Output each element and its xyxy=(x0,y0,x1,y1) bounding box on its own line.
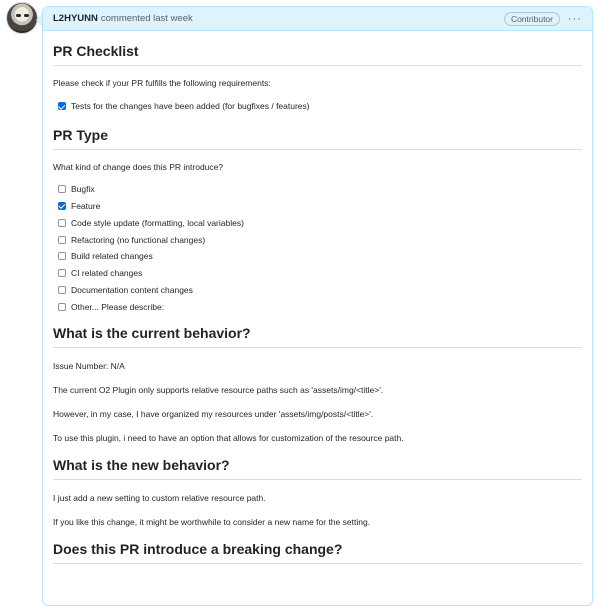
heading-pr-type: PR Type xyxy=(53,127,582,150)
checkbox-unchecked[interactable] xyxy=(58,286,66,294)
kebab-menu-icon[interactable]: ··· xyxy=(568,12,582,25)
checkbox-item xyxy=(58,282,582,299)
checkbox-checked[interactable] xyxy=(58,102,66,110)
checkbox-item xyxy=(58,181,582,198)
current-paragraph: To use this plugin, i need to have an option that allows for customization of the resource path. xyxy=(53,433,404,444)
checkbox-item xyxy=(58,231,582,248)
comment-author[interactable]: L2HYUNN xyxy=(53,13,98,24)
comment-header xyxy=(43,7,592,31)
heading-pr-checklist: PR Checklist xyxy=(53,43,582,66)
checkbox-label: Other... Please describe: xyxy=(71,301,165,312)
current-paragraph: However, in my case, I have organized my resources under 'assets/img/posts/<title>'. xyxy=(53,409,374,420)
checkbox-unchecked[interactable] xyxy=(58,269,66,277)
checklist-items xyxy=(53,98,582,115)
type-items xyxy=(53,181,582,315)
checkbox-item xyxy=(58,198,582,215)
checkbox-label: Bugfix xyxy=(71,184,95,195)
comment-body xyxy=(43,43,592,564)
checkbox-unchecked[interactable] xyxy=(58,185,66,193)
checkbox-checked[interactable] xyxy=(58,202,66,210)
checklist-intro: Please check if your PR fulfills the following requirements: xyxy=(53,78,271,88)
heading-current-behavior: What is the current behavior? xyxy=(53,325,582,348)
new-paragraph: If you like this change, it might be worthwhile to consider a new name for the setting. xyxy=(53,517,371,528)
comment-action[interactable]: commented last week xyxy=(100,13,193,24)
checkbox-item xyxy=(58,248,582,265)
current-paragraph: Issue Number: N/A xyxy=(53,361,125,372)
checkbox-label: Tests for the changes have been added (for bugfixes / features) xyxy=(71,101,310,112)
checkbox-label: CI related changes xyxy=(71,268,143,279)
new-paragraph: I just add a new setting to custom relative resource path. xyxy=(53,493,266,504)
heading-new-behavior: What is the new behavior? xyxy=(53,457,582,480)
checkbox-unchecked[interactable] xyxy=(58,303,66,311)
checkbox-unchecked[interactable] xyxy=(58,252,66,260)
checkbox-label: Documentation content changes xyxy=(71,284,193,295)
checkbox-item xyxy=(58,98,582,115)
checkbox-label: Code style update (formatting, local variables) xyxy=(71,217,244,228)
heading-breaking-change: Does this PR introduce a breaking change? xyxy=(53,541,582,564)
checkbox-item xyxy=(58,298,582,315)
checkbox-label: Refactoring (no functional changes) xyxy=(71,234,206,245)
contributor-badge: Contributor xyxy=(504,12,560,26)
checkbox-item xyxy=(58,214,582,231)
comment-box xyxy=(42,6,593,606)
checkbox-label: Feature xyxy=(71,200,101,211)
checkbox-unchecked[interactable] xyxy=(58,236,66,244)
checkbox-label: Build related changes xyxy=(71,251,153,262)
checkbox-unchecked[interactable] xyxy=(58,219,66,227)
type-intro: What kind of change does this PR introduce? xyxy=(53,161,224,172)
current-paragraph: The current O2 Plugin only supports relative resource paths such as 'assets/img/<title>'. xyxy=(53,385,384,396)
checkbox-item xyxy=(58,265,582,282)
avatar[interactable] xyxy=(6,2,38,34)
